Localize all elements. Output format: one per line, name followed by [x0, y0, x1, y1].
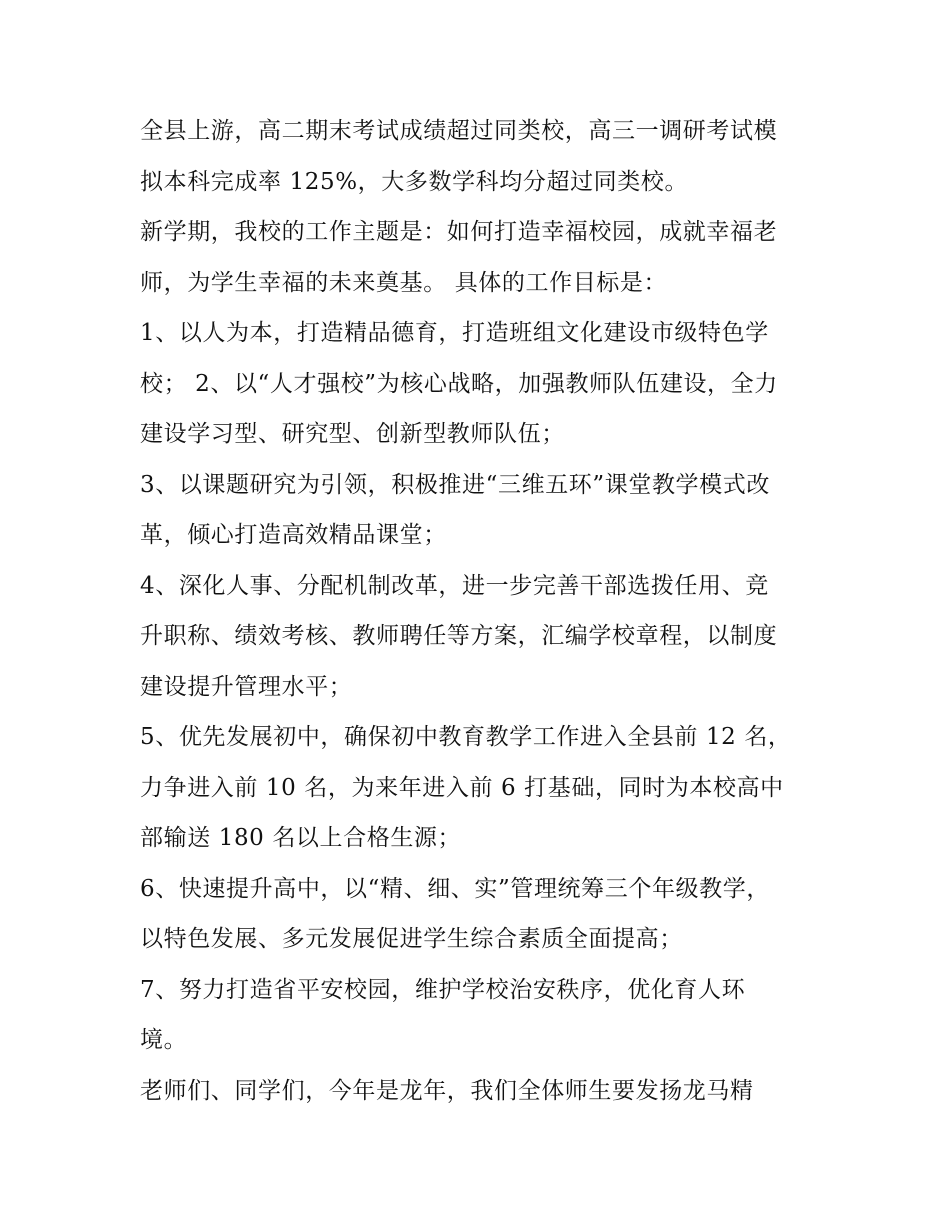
text-line: 1、以人为本，打造精品德育，打造班组文化建设市级特色学: [140, 320, 769, 346]
text-line: 全县上游，高二期末考试成绩超过同类校，高三一调研考试模: [140, 118, 778, 144]
text-line: 3、以课题研究为引领，积极推进“三维五环”课堂教学模式改: [140, 471, 770, 498]
text-line: 老师们、同学们，今年是龙年，我们全体师生要发扬龙马精: [140, 1077, 754, 1104]
text-line: 建设学习型、研究型、创新型教师队伍；: [140, 421, 565, 447]
text-line: 4、深化人事、分配机制改革，进一步完善干部选拨任用、竞: [140, 572, 769, 599]
text-line: 境。: [140, 1027, 188, 1053]
text-line: 7、努力打造省平安校园，维护学校治安秩序，优化育人环: [140, 976, 746, 1003]
text-line: 部输送 180 名以上合格生源；: [140, 825, 462, 851]
text-line: 6、快速提升高中，以“精、细、实”管理统筹三个年级教学，: [140, 875, 770, 902]
text-line: 力争进入前 10 名，为来年进入前 6 打基础，同时为本校高中: [140, 774, 784, 801]
text-line: 革，倾心打造高效精品课堂；: [140, 522, 447, 548]
text-line: 建设提升管理水平；: [140, 673, 353, 700]
text-line: 升职称、绩效考核、教师聘任等方案，汇编学校章程，以制度: [140, 623, 778, 649]
text-line: 拟本科完成率 125%，大多数学科均分超过同类校。: [140, 168, 689, 195]
document-body: [140, 106, 820, 1116]
text-line: 以特色发展、多元发展促进学生综合素质全面提高；: [140, 926, 683, 952]
text-line: 新学期，我校的工作主题是：如何打造幸福校园，成就幸福老: [140, 219, 778, 245]
text-line: 5、优先发展初中，确保初中教育教学工作进入全县前 12 名，: [140, 724, 792, 750]
text-line: 师，为学生幸福的未来奠基。 具体的工作目标是：: [140, 269, 668, 296]
text-line: 校； 2、以“人才强校”为核心战略，加强教师队伍建设，全力: [140, 370, 778, 397]
